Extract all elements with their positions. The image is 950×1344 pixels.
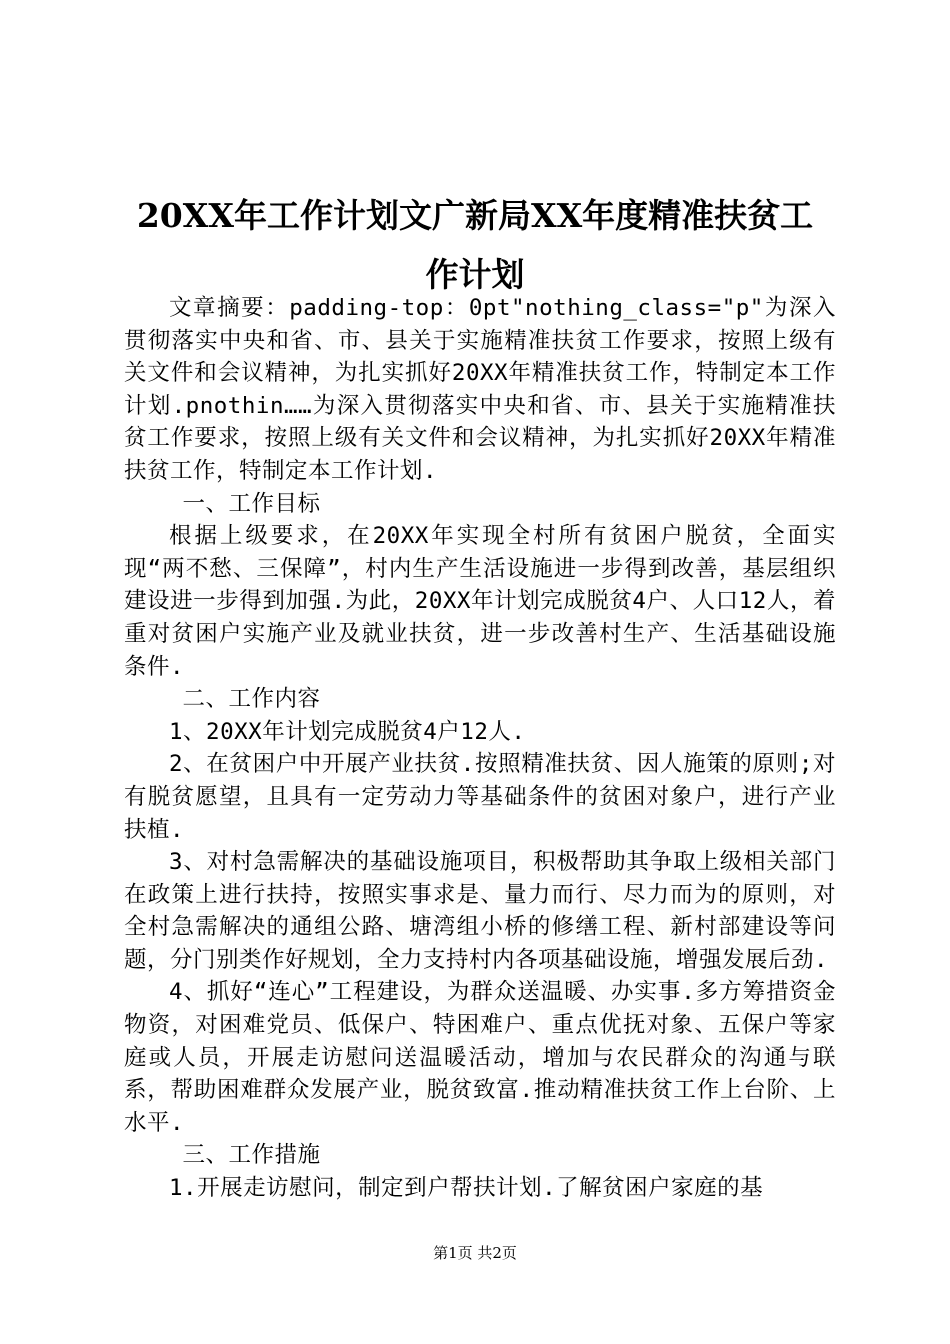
title-line-1: 20XX年工作计划文广新局XX年度精准扶贫工	[136, 196, 814, 236]
content-item-1: 1、20XX年计划完成脱贫4户12人.	[169, 718, 526, 745]
abstract-paragraph: 文章摘要：padding-top：0pt"nothing_class="p"为深入贯彻落实中央和省、市、县关于实施精准扶贫工作要求，按照上级有关文件和会议精神，为扎实抓好20XX年精准扶贫工作，特制定本工作计划.pnothin……为深入贯彻落实中央和省、市、县关于实施精准扶贫工作要求，按照上级有关文件和会议精神，为扎实抓好20XX年精准扶贫工作，特制定本工作计划.	[124, 295, 836, 484]
document-body	[124, 292, 836, 1205]
goals-paragraph: 根据上级要求，在20XX年实现全村所有贫困户脱贫，全面实现“两不愁、三保障”，村内生产生活设施进一步得到改善，基层组织建设进一步得到加强.为此，20XX年计划完成脱贫4户、人口12人，着重对贫困户实施产业及就业扶贫，进一步改善村生产、生活基础设施条件.	[124, 523, 836, 680]
content-item-4: 4、抓好“连心”工程建设，为群众送温暖、办实事.多方筹措资金物资，对困难党员、低保户、特困难户、重点优抚对象、五保户等家庭或人员，开展走访慰问送温暖活动，增加与农民群众的沟通与联系，帮助困难群众发展产业，脱贫致富.推动精准扶贫工作上台阶、上水平.	[124, 979, 836, 1136]
title-line-2: 作计划	[425, 255, 525, 295]
section-heading-measures: 三、工作措施	[182, 1142, 321, 1169]
document-title	[100, 186, 850, 304]
page-footer: 第1页 共2页	[433, 1244, 517, 1262]
section-heading-goals: 一、工作目标	[182, 490, 321, 517]
section-heading-content: 二、工作内容	[182, 686, 321, 713]
content-item-2: 2、在贫困户中开展产业扶贫.按照精准扶贫、因人施策的原则;对有脱贫愿望，且具有一定劳动力等基础条件的贫困对象户，进行产业扶植.	[124, 751, 836, 843]
measures-item-1: 1.开展走访慰问，制定到户帮扶计划.了解贫困户家庭的基	[169, 1175, 764, 1202]
content-item-3: 3、对村急需解决的基础设施项目，积极帮助其争取上级相关部门在政策上进行扶持，按照实事求是、量力而行、尽力而为的原则，对全村急需解决的通组公路、塘湾组小桥的修缮工程、新村部建设等问题，分门别类作好规划，全力支持村内各项基础设施，增强发展后劲.	[124, 849, 836, 973]
